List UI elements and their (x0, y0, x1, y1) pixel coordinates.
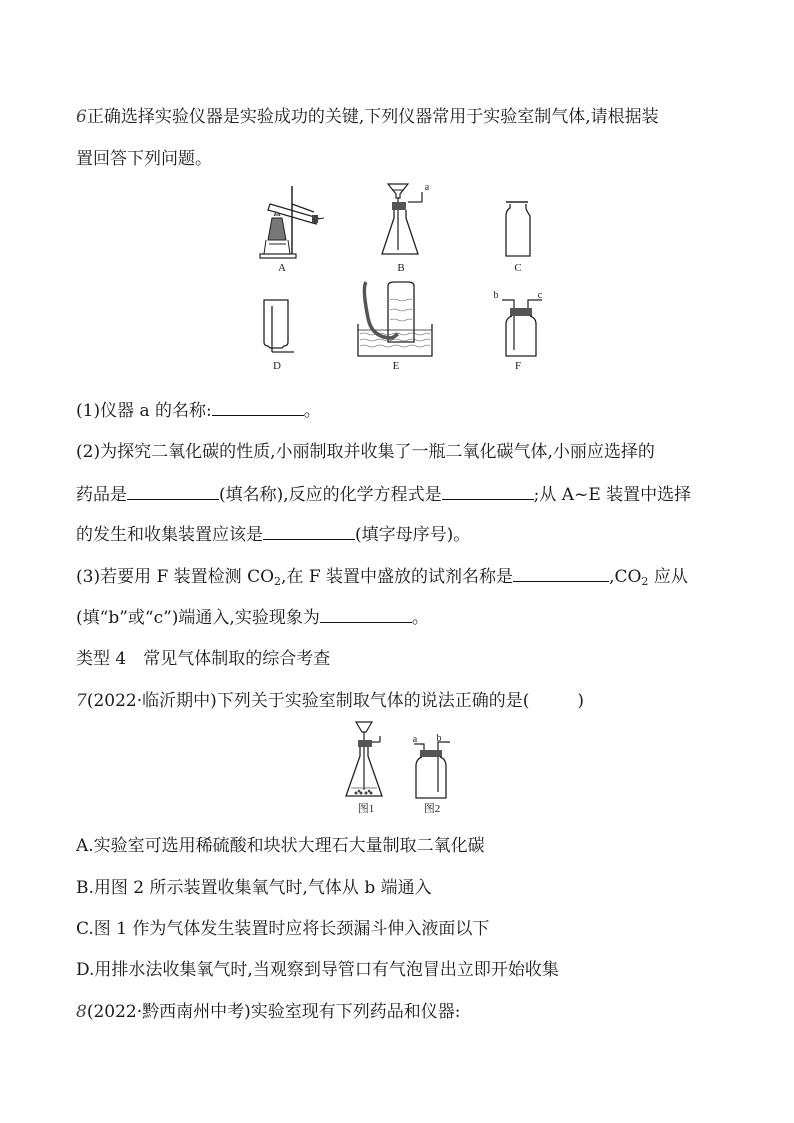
q6-stem-line1: 6正确选择实验仪器是实验成功的关键,下列仪器常用于实验室制气体,请根据装 (76, 107, 659, 127)
apparatus-c-gas-jar (500, 198, 536, 260)
section-heading: 类型 4 常见气体制取的综合考查 (76, 649, 331, 669)
label-b: B (397, 262, 405, 274)
q8-stem: 8(2022·黔西南州中考)实验室现有下列药品和仪器: (76, 1002, 461, 1022)
answer-blank[interactable] (212, 399, 304, 416)
answer-blank[interactable] (442, 483, 534, 500)
label-c: C (514, 262, 522, 274)
q7-fig2-bottle (410, 736, 456, 800)
q7-option-b[interactable]: B.用图 2 所示装置收集氧气时,气体从 b 端通入 (76, 878, 432, 898)
label-e: E (392, 360, 400, 372)
label-tube-b: b (493, 290, 499, 301)
q7-number: 7 (76, 691, 87, 711)
fig2-label-a: a (412, 734, 418, 745)
fig2-label: 图2 (423, 803, 441, 815)
answer-blank[interactable] (263, 523, 355, 540)
q6-number: 6 (76, 107, 87, 127)
q6-stem-line2: 置回答下列问题。 (76, 149, 212, 169)
apparatus-b-flask-funnel (378, 178, 428, 262)
apparatus-d-inverted-jar (258, 296, 298, 360)
answer-blank[interactable] (127, 483, 219, 500)
q6-part2-line2: 药品是 (填名称),反应的化学方程式是 ;从 A~E 装置中选择 (76, 485, 692, 505)
q7-option-a[interactable]: A.实验室可选用稀硫酸和块状大理石大量制取二氧化碳 (76, 836, 485, 856)
fig1-label: 图1 (357, 803, 375, 815)
q6-part3-line1: (3)若要用 F 装置检测 $CO_2$,在 F 装置中盛放的试剂名称是 $,CO_2$ 应从 (76, 567, 688, 588)
q7-option-d[interactable]: D.用排水法收集氧气时,当观察到导管口有气泡冒出立即开始收集 (76, 960, 559, 980)
q7-fig1-flask (342, 718, 386, 800)
q7-stem: 7(2022·临沂期中)下列关于实验室制取气体的说法正确的是( ) (76, 691, 585, 711)
q6-part1: (1)仪器 a 的名称: 。 (76, 401, 321, 421)
label-f: F (514, 360, 522, 372)
apparatus-e-water-collection (354, 278, 444, 360)
label-a: A (278, 262, 286, 274)
answer-blank[interactable] (320, 606, 412, 623)
fig2-label-b: b (436, 733, 442, 744)
label-tube-c: c (537, 290, 543, 301)
answer-blank[interactable] (513, 565, 609, 582)
apparatus-a-heating-tube (252, 182, 332, 262)
q6-part3-line2: (填“b”或“c”)端通入,实验现象为 。 (76, 608, 429, 628)
label-d: D (273, 360, 281, 372)
label-tube-a: a (424, 182, 430, 193)
q8-number: 8 (76, 1002, 87, 1022)
q6-part2-line3: 的发生和收集装置应该是 (填字母序号)。 (76, 525, 471, 545)
q6-part2-line1: (2)为探究二氧化碳的性质,小丽制取并收集了一瓶二氧化碳气体,小丽应选择的 (76, 442, 655, 462)
q7-option-c[interactable]: C.图 1 作为气体发生装置时应将长颈漏斗伸入液面以下 (76, 919, 490, 939)
